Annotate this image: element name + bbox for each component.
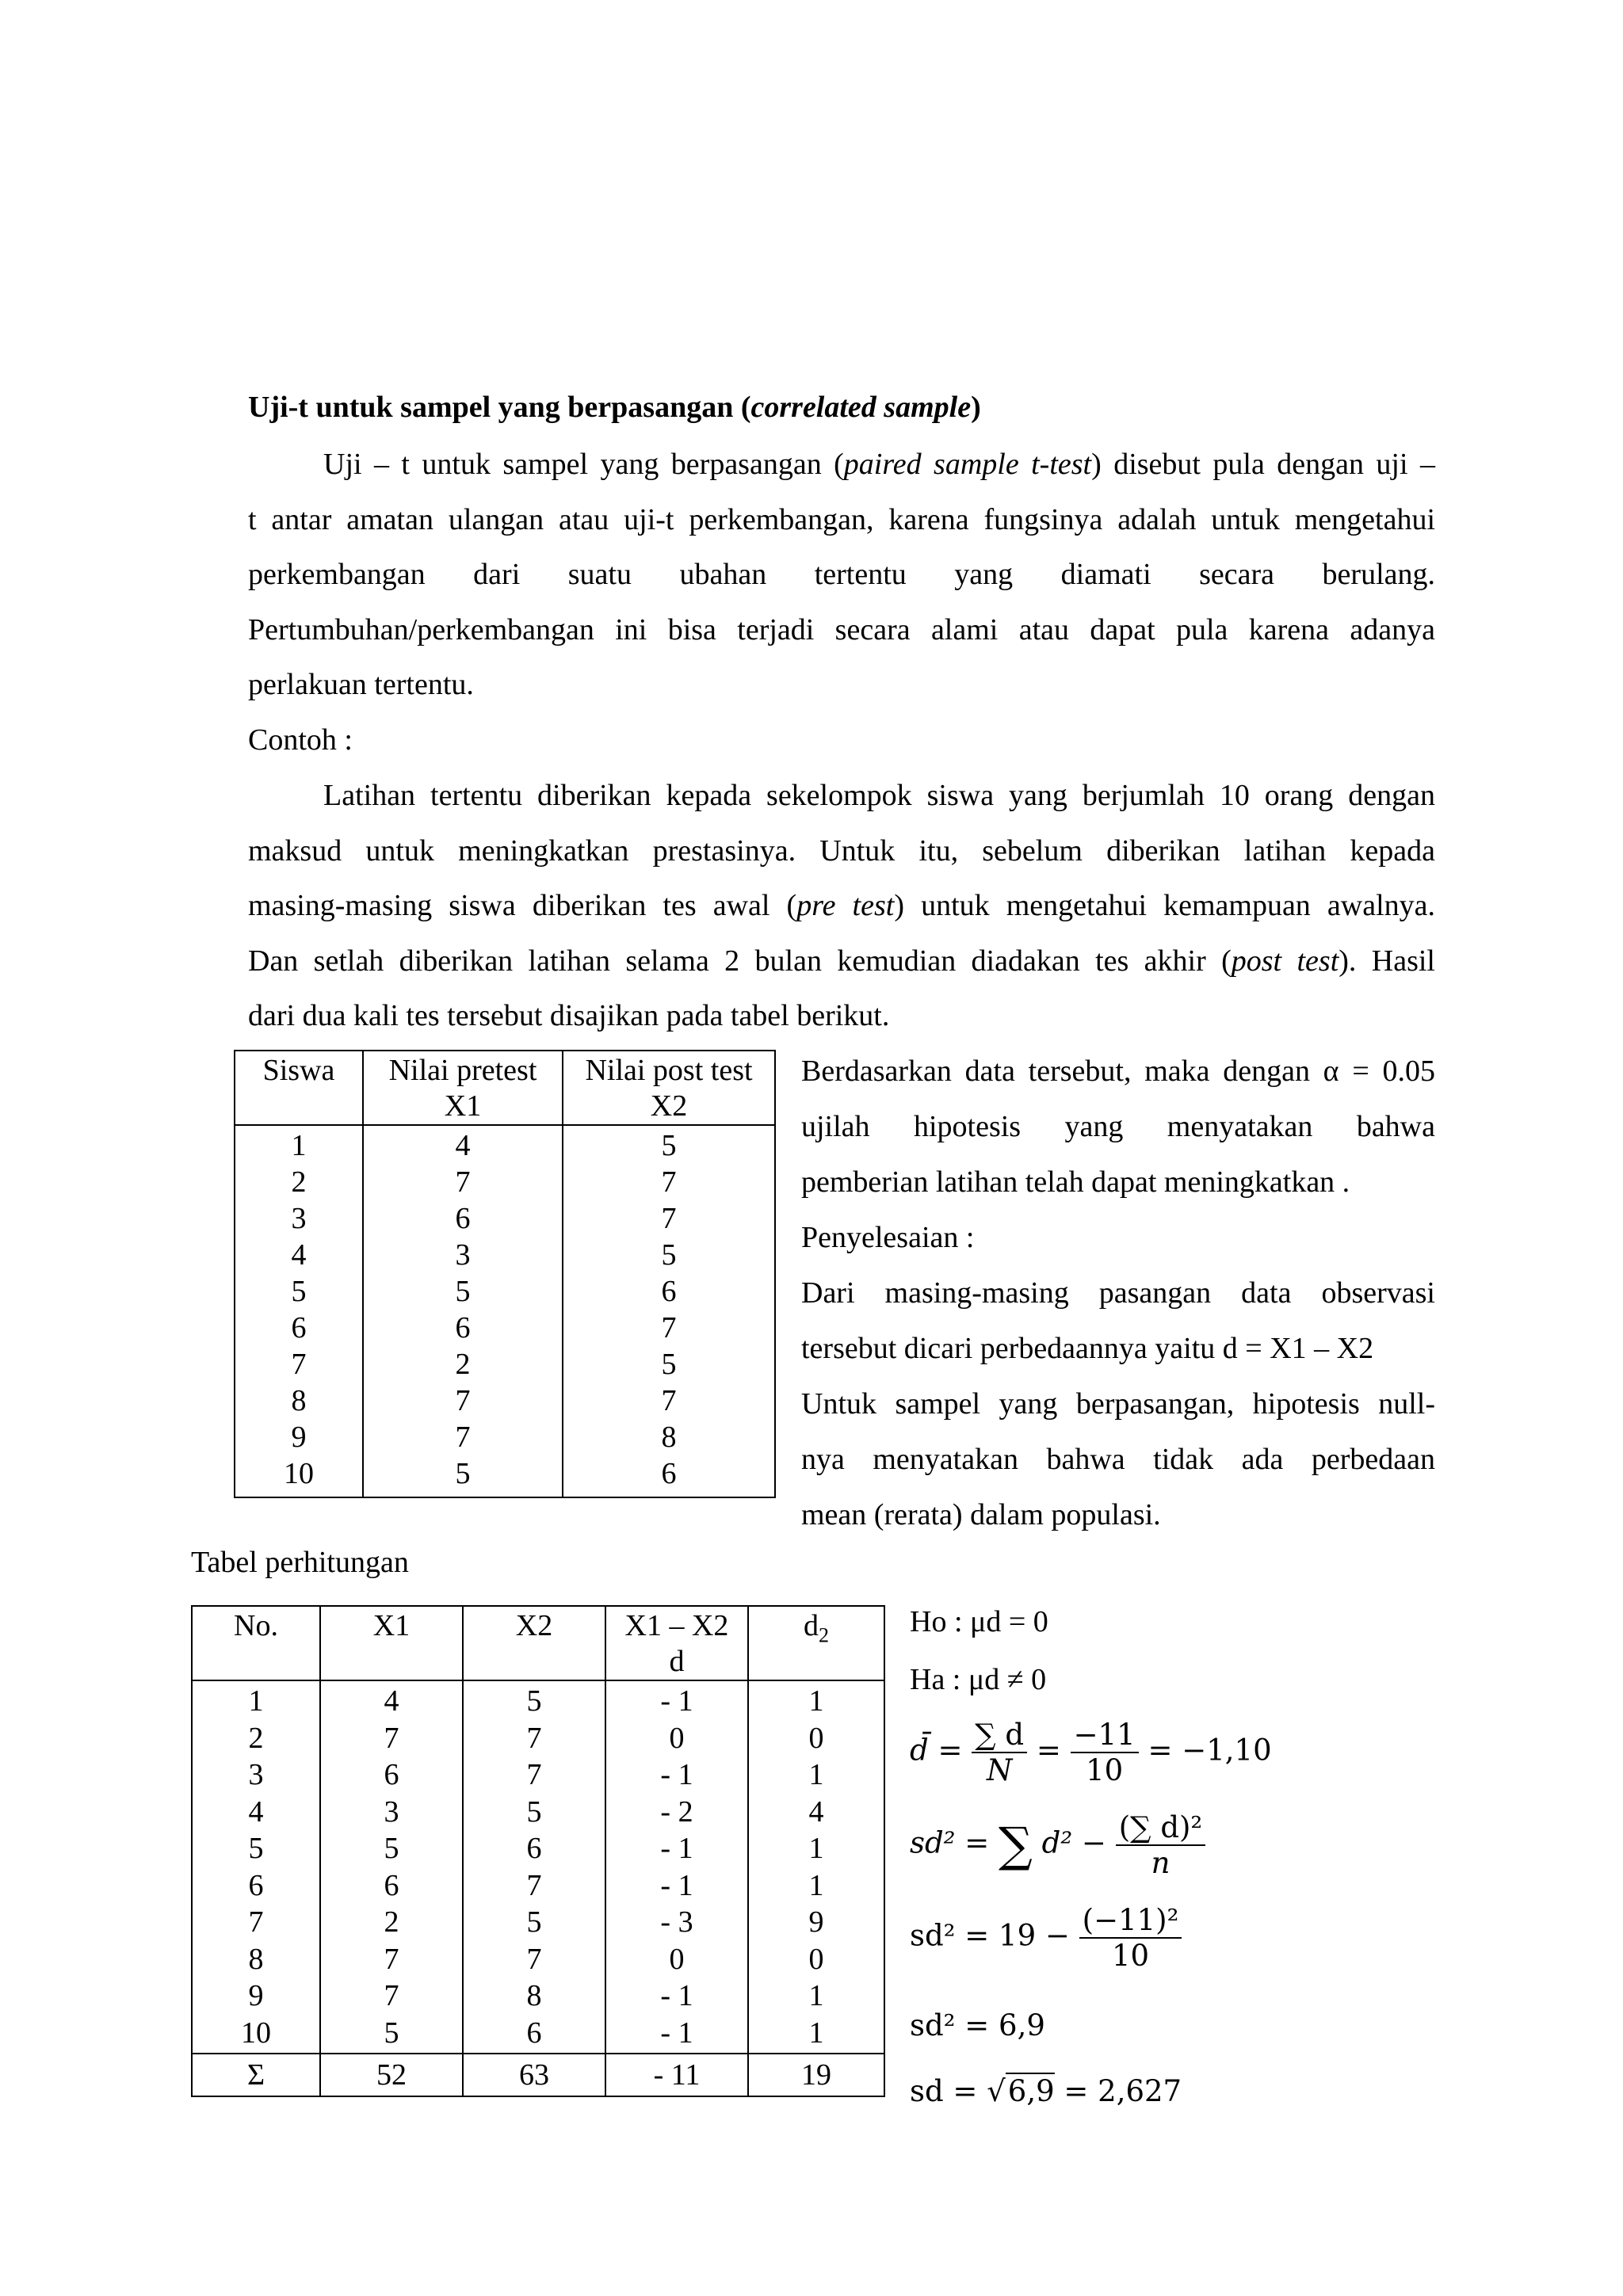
- table-cell: 5: [363, 1455, 563, 1497]
- table-cell: - 2: [605, 1794, 748, 1831]
- table-cell: 5: [563, 1346, 775, 1383]
- table-cell: 5: [320, 2015, 463, 2054]
- side-paragraph: [801, 1043, 1435, 1543]
- side-line-9: mean (rerata) dalam populasi.: [801, 1498, 1161, 1531]
- table-row: [235, 1273, 775, 1310]
- table-cell: - 1: [605, 1756, 748, 1794]
- header-no: No.: [192, 1606, 320, 1680]
- table-cell: 5: [463, 1794, 605, 1831]
- total-x1: 52: [320, 2054, 463, 2096]
- table-cell: 3: [291, 1202, 307, 1235]
- table-cell: 6: [248, 1868, 264, 1902]
- table-cell: 1: [748, 1867, 884, 1905]
- table-cell: 7: [463, 1941, 605, 1978]
- table-cell: 4: [291, 1238, 307, 1272]
- side-line-4: Penyelesaian :: [801, 1221, 975, 1254]
- table-cell: - 1: [605, 1867, 748, 1905]
- side-line-6: tersebut dicari perbedaannya yaitu d = X1 – X2: [801, 1332, 1374, 1365]
- table-cell: 7: [363, 1383, 563, 1419]
- table-cell: - 1: [605, 1830, 748, 1867]
- table-row: [235, 1164, 775, 1200]
- table-cell: 7: [463, 1867, 605, 1905]
- table-cell: 7: [248, 1905, 264, 1939]
- heading-italic: correlated sample: [750, 391, 972, 424]
- totals-row: [192, 2054, 884, 2096]
- table-cell: 5: [320, 1830, 463, 1867]
- example-line-4: Dan setlah diberikan latihan selama 2 bulan kemudian diadakan tes akhir (post test). Hasil: [248, 944, 1435, 978]
- table-cell: 7: [563, 1383, 775, 1419]
- total-d2: 19: [748, 2054, 884, 2096]
- formula-mean-difference: d̄ = $\frac{\sum d}{N}$ = $\frac{-11}{10}$ = −1,10: [910, 1718, 1272, 1787]
- table-cell: 6: [563, 1455, 775, 1497]
- formula-variance-result: sd² = 6,9: [910, 2008, 1045, 2042]
- table-cell: 4: [248, 1794, 264, 1829]
- table-cell: 7: [363, 1419, 563, 1455]
- table-row: [235, 1346, 775, 1383]
- table-cell: 1: [248, 1684, 264, 1718]
- table-cell: 0: [605, 1720, 748, 1757]
- table-cell: 7: [320, 1720, 463, 1757]
- table-cell: 6: [363, 1200, 563, 1237]
- table-cell: 7: [563, 1164, 775, 1200]
- table-cell: 1: [748, 1830, 884, 1867]
- section-heading: [248, 390, 981, 425]
- table-row: [192, 1867, 884, 1905]
- table-cell: 6: [363, 1310, 563, 1346]
- table-cell: 3: [248, 1758, 264, 1791]
- table-cell: - 1: [605, 1978, 748, 2015]
- table-row: [235, 1455, 775, 1497]
- table-row: [235, 1200, 775, 1237]
- table-cell: 6: [320, 1867, 463, 1905]
- table-cell: 1: [748, 1756, 884, 1794]
- table-cell: 7: [463, 1720, 605, 1757]
- side-line-2: ujilah hipotesis yang menyatakan bahwa: [801, 1110, 1435, 1143]
- table-cell: 6: [320, 1756, 463, 1794]
- formula-standard-deviation: sd = √6,9 = 2,627: [910, 2074, 1182, 2108]
- table-cell: 9: [248, 1979, 264, 2012]
- table-cell: 1: [748, 1978, 884, 2015]
- header-x2: X2: [463, 1606, 605, 1680]
- table-cell: 8: [463, 1978, 605, 2015]
- table-cell: 5: [563, 1125, 775, 1164]
- table-cell: 10: [241, 2016, 271, 2050]
- side-line-5: Dari masing-masing pasangan data observasi: [801, 1276, 1435, 1310]
- intro-line-2: t antar amatan ulangan atau uji-t perkembangan, karena fungsinya adalah untuk mengetahui: [248, 502, 1435, 536]
- table-cell: 2: [248, 1721, 264, 1755]
- example-line-5: dari dua kali tes tersebut disajikan pada tabel berikut.: [248, 999, 890, 1032]
- table-row: [192, 1904, 884, 1941]
- intro-line-1: Uji – t untuk sampel yang berpasangan (paired sample t-test) disebut pula dengan uji –: [323, 448, 1435, 481]
- table-cell: 9: [291, 1421, 307, 1454]
- table2-caption: Tabel perhitungan: [191, 1546, 409, 1579]
- table-cell: 8: [563, 1419, 775, 1455]
- intro-paragraph: [248, 437, 1435, 713]
- intro-line-4: Pertumbuhan/perkembangan ini bisa terjadi secara alami atau dapat pula karena adanya: [248, 612, 1435, 646]
- table-cell: - 1: [605, 2015, 748, 2054]
- table-cell: 9: [748, 1904, 884, 1941]
- table-row: [192, 1978, 884, 2015]
- total-x2: 63: [463, 2054, 605, 2096]
- table-row: [192, 1794, 884, 1831]
- table-cell: 8: [248, 1942, 264, 1976]
- intro-line-5: perlakuan tertentu.: [248, 668, 474, 701]
- table-cell: 1: [748, 1680, 884, 1720]
- table-cell: 7: [320, 1978, 463, 2015]
- table-cell: 7: [563, 1200, 775, 1237]
- side-line-8: nya menyatakan bahwa tidak ada perbedaan: [801, 1443, 1435, 1476]
- table-cell: 7: [463, 1756, 605, 1794]
- table-cell: 2: [363, 1346, 563, 1383]
- table-cell: 0: [748, 1720, 884, 1757]
- table-cell: 6: [563, 1273, 775, 1310]
- table-cell: 5: [363, 1273, 563, 1310]
- header-posttest: Nilai post test X2: [563, 1051, 775, 1125]
- table-row: [235, 1237, 775, 1273]
- table-cell: 2: [291, 1165, 307, 1199]
- table-cell: 5: [248, 1832, 264, 1865]
- table-cell: 1: [748, 2015, 884, 2054]
- table-cell: 3: [320, 1794, 463, 1831]
- header-x1: X1: [320, 1606, 463, 1680]
- alt-hypothesis: Ha : μd ≠ 0: [910, 1663, 1047, 1696]
- table-cell: 4: [363, 1125, 563, 1164]
- header-d2: $d_2$: [748, 1606, 884, 1680]
- table-row: [235, 1125, 775, 1164]
- table-row: [192, 1756, 884, 1794]
- table-cell: 7: [320, 1941, 463, 1978]
- table-row: [192, 1720, 884, 1757]
- data-table: [234, 1050, 776, 1498]
- table-cell: 2: [320, 1904, 463, 1941]
- side-line-7: Untuk sampel yang berpasangan, hipotesis null-: [801, 1387, 1435, 1421]
- example-paragraph: [248, 769, 1435, 1044]
- heading-close: ): [971, 391, 981, 424]
- table-cell: - 1: [605, 1680, 748, 1720]
- table-row: [192, 1941, 884, 1978]
- table-cell: 5: [463, 1904, 605, 1941]
- table-cell: 4: [748, 1794, 884, 1831]
- table-cell: 5: [563, 1237, 775, 1273]
- side-line-3: pemberian latihan telah dapat meningkatkan .: [801, 1165, 1350, 1199]
- null-hypothesis: Ho : μd = 0: [910, 1605, 1048, 1638]
- table-row: [235, 1383, 775, 1419]
- calculation-table: [191, 1605, 885, 2097]
- header-siswa: Siswa: [235, 1051, 363, 1125]
- table-cell: 4: [320, 1680, 463, 1720]
- calc-header-row: [192, 1606, 884, 1680]
- table-header-row: [235, 1051, 775, 1125]
- table-row: [235, 1419, 775, 1455]
- table-row: [192, 2015, 884, 2054]
- table-row: [192, 1830, 884, 1867]
- total-sigma: Σ: [192, 2054, 320, 2096]
- table-cell: 10: [284, 1457, 314, 1490]
- table-cell: 0: [605, 1941, 748, 1978]
- table-cell: 7: [563, 1310, 775, 1346]
- table-cell: 0: [748, 1941, 884, 1978]
- table-cell: 3: [363, 1237, 563, 1273]
- table-cell: 7: [291, 1348, 307, 1381]
- table-cell: 7: [363, 1164, 563, 1200]
- header-pretest: Nilai pretest X1: [363, 1051, 563, 1125]
- table-row: [235, 1310, 775, 1346]
- heading-text: Uji-t untuk sampel yang berpasangan (: [248, 391, 751, 424]
- table-cell: 1: [291, 1129, 307, 1162]
- table-cell: 8: [291, 1384, 307, 1417]
- intro-line-3: perkembangan dari suatu ubahan tertentu yang diamati secara berulang.: [248, 558, 1435, 591]
- formula-variance-substituted: sd² = 19 − $\frac{\text{(−11)²}}{10}$: [910, 1903, 1182, 1973]
- table-cell: - 3: [605, 1904, 748, 1941]
- table-cell: 5: [463, 1680, 605, 1720]
- table-cell: 6: [463, 2015, 605, 2054]
- table-cell: 6: [463, 1830, 605, 1867]
- table-row: [192, 1680, 884, 1720]
- table-cell: 5: [291, 1275, 307, 1308]
- example-line-1: Latihan tertentu diberikan kepada sekelompok siswa yang berjumlah 10 orang dengan: [323, 779, 1435, 812]
- contoh-label: Contoh :: [248, 723, 353, 757]
- side-line-1: Berdasarkan data tersebut, maka dengan α = 0.05: [801, 1055, 1435, 1088]
- example-line-3: masing-masing siswa diberikan tes awal (pre test) untuk mengetahui kemampuan awalnya.: [248, 889, 1435, 922]
- formula-variance: sd² = ∑ d² − $\frac{\text{(∑ d)²}}{n}$: [910, 1810, 1205, 1880]
- table-cell: 6: [291, 1311, 307, 1344]
- total-diff: - 11: [605, 2054, 748, 2096]
- header-diff: X1 – X2 d: [605, 1606, 748, 1680]
- example-line-2: maksud untuk meningkatkan prestasinya. Untuk itu, sebelum diberikan latihan kepada: [248, 833, 1435, 868]
